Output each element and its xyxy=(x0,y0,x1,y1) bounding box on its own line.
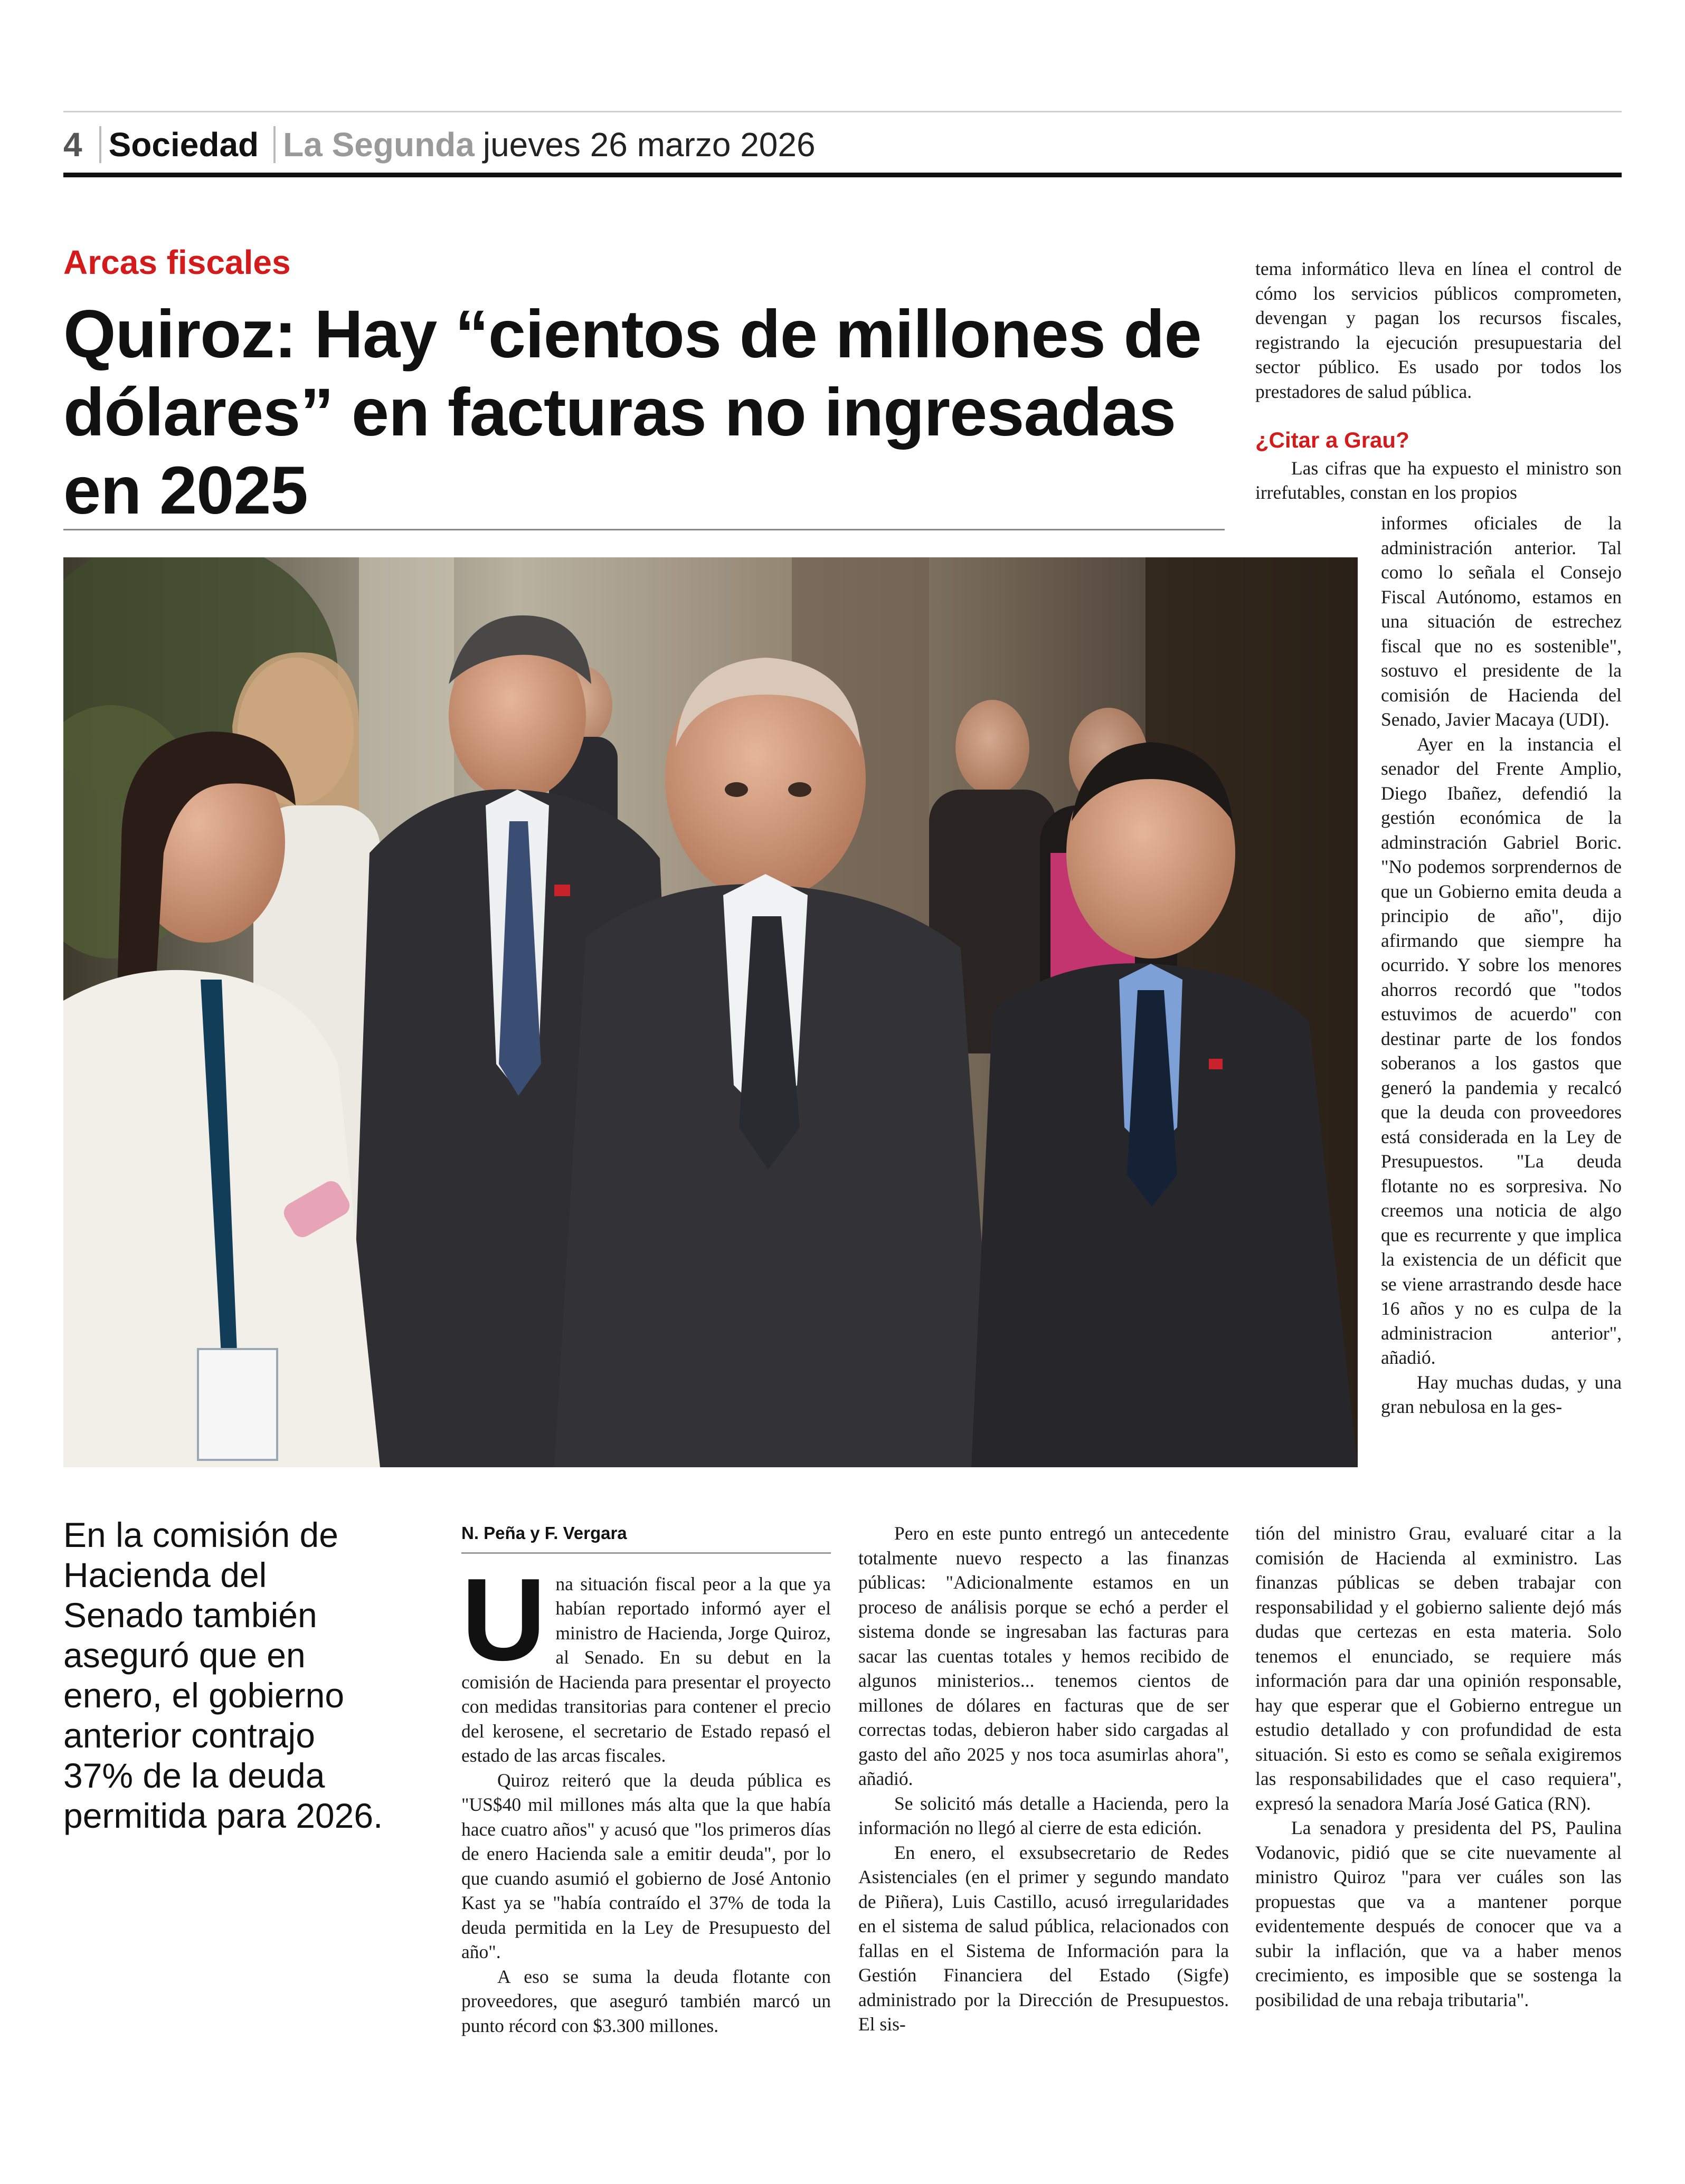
header-separator xyxy=(273,126,276,163)
article-paragraph: Las cifras que ha expuesto el ministro son irrefutables, constan en los propios xyxy=(1255,457,1622,503)
header-top-rule xyxy=(63,111,1622,112)
article-paragraph: Hay muchas dudas, y una gran nebulosa en la ges- xyxy=(1381,1371,1622,1417)
article-subhead: ¿Citar a Grau? xyxy=(1255,428,1409,452)
article-paragraph: Ayer en la instancia el senador del Frente Amplio, Diego Ibañez, defendió la gestión económica de la adminstración Gabriel Boric. "No podemos sorprendernos de que un Gobierno emita deuda a principio de año", dijo afirmando que siempre ha ocurrido. Y sobre los menores ahorros recordó que "todos estuvimos de acuerdo" con destinar parte de los fondos soberanos a los gastos que generó la pandemia y recalcó que la deuda con proveedores está considerada en la Ley de Presupuestos. "La deuda flotante no es sorpresiva. No creemos una noticia de algo que es recurrente y que implica la existencia de un déficit que se viene arrastrando desde hace 16 años y no es culpa de la administracion anterior", añadió. xyxy=(1381,733,1622,1368)
article-headline: Quiroz: Hay “cientos de millones de dólares” en facturas no ingresadas en 2025 xyxy=(63,297,1201,528)
section-name: Sociedad xyxy=(108,126,259,164)
drop-cap: U xyxy=(461,1554,546,1685)
news-photo-illustration xyxy=(63,557,1358,1467)
article-paragraph: tión del ministro Grau, evaluaré citar a la comisión de Hacienda al exministro. Las finanzas públicas se deben trabajar con responsabilidad y el gobierno saliente dejó más dudas que certezas en esta materia. Solo tenemos el enunciado, se requiere más información para dar una opinión responsable, hay que esperar que el Gobierno entregue un estudio detallado y con profundidad de esta situación. Si esto es como se señala exigiremos las responsabilidades que el caso requiera", expresó la senadora María José Gatica (RN). xyxy=(1255,1523,1622,1814)
article-paragraph: Se solicitó más detalle a Hacienda, pero la información no llegó al cierre de esta edición. xyxy=(858,1792,1229,1838)
article-paragraph: Quiroz reiteró que la deuda pública es "US$40 mil millones más alta que la que había hace cuatro años" y acusó que "los primeros días de enero Hacienda sale a emitir deuda", por lo que cuando asumió el gobierno de José Antonio Kast ya se "había contraído el 37% de toda la deuda permitida en la Ley de Presupuesto del año". xyxy=(461,1769,831,1962)
issue-date: jueves 26 marzo 2026 xyxy=(482,126,816,164)
headline-rule xyxy=(63,529,1225,530)
article-paragraph: Pero en este punto entregó un antecedente totalmente nuevo respecto a las finanzas públicas: "Adicionalmente estamos en un proceso de análisis porque se echó a perder el sistema donde se ingresaban las facturas para sacar las cuentas totales y hemos recibido de algunos ministerios... tenemos cientos de millones de dólares en facturas que de ser correctas todas, debieron haber sido cargadas al gasto del año 2025 y nos toca asumirlas ahora", añadió. xyxy=(858,1523,1229,1789)
header-line xyxy=(63,118,816,171)
article-column-3-bottom xyxy=(1255,1521,1622,2012)
article-paragraph: tema informático lleva en línea el control de cómo los servicios públicos comprometen, devengan y pagan los recursos fiscales, registrando la ejecución presupuestaria del sector público. Es usado por todos los prestadores de salud pública. xyxy=(1255,258,1622,402)
article-column-3-narrow xyxy=(1381,511,1622,1419)
article-column-2 xyxy=(858,1521,1229,2037)
publication-name: La Segunda xyxy=(283,126,475,164)
news-photo xyxy=(63,557,1358,1467)
page-number: 4 xyxy=(63,126,82,164)
header-separator xyxy=(99,126,101,163)
article-paragraph: na situación fiscal peor a la que ya habían reportado informó ayer el ministro de Hacienda, Jorge Quiroz, al Senado. En su debut en la comisión de Hacienda para presentar el proyecto con medidas transitorias para contener el precio del kerosene, el secretario de Estado repasó el estado de las arcas fiscales. xyxy=(461,1573,831,1766)
page-header xyxy=(63,111,1622,177)
article-paragraph: En enero, el exsubsecretario de Redes Asistenciales (en el primer y segundo mandato de Piñera), Luis Castillo, acusó irregularidades en el sistema de salud pública, relacionados con fallas en el Sistema de Información para la Gestión Financiera del Estado (Sigfe) administrado por la Dirección de Presupuestos. El sis- xyxy=(858,1841,1229,2035)
article-column-1 xyxy=(461,1521,831,2038)
article-paragraph: A eso se suma la deuda flotante con proveedores, que aseguró también marcó un punto récord con $3.300 millones. xyxy=(461,1965,831,2036)
article-column-3-top xyxy=(1255,257,1622,505)
article-kicker: Arcas fiscales xyxy=(63,243,291,281)
article-byline: N. Peña y F. Vergara xyxy=(461,1521,831,1554)
article-deck: En la comisión de Hacienda del Senado también aseguró que en enero, el gobierno anterior contrajo 37% de la deuda permitida para 2026. xyxy=(63,1515,383,1835)
header-bottom-rule xyxy=(63,173,1622,177)
article-paragraph: La senadora y presidenta del PS, Paulina Vodanovic, pidió que se cite nuevamente al ministro Quiroz "para ver cuáles son las propuestas que va a mantener porque evidentemente después de conocer que va a subir la inflación, que va a haber menos crecimiento, es imposible que se sostenga la posibilidad de una rebaja tributaria". xyxy=(1255,1817,1622,2010)
article-paragraph: informes oficiales de la administración anterior. Tal como lo señala el Consejo Fiscal Autónomo, estamos en una situación de estrechez fiscal que no es sostenible", sostuvo el presidente de la comisión de Hacienda del Senado, Javier Macaya (UDI). xyxy=(1381,512,1622,730)
